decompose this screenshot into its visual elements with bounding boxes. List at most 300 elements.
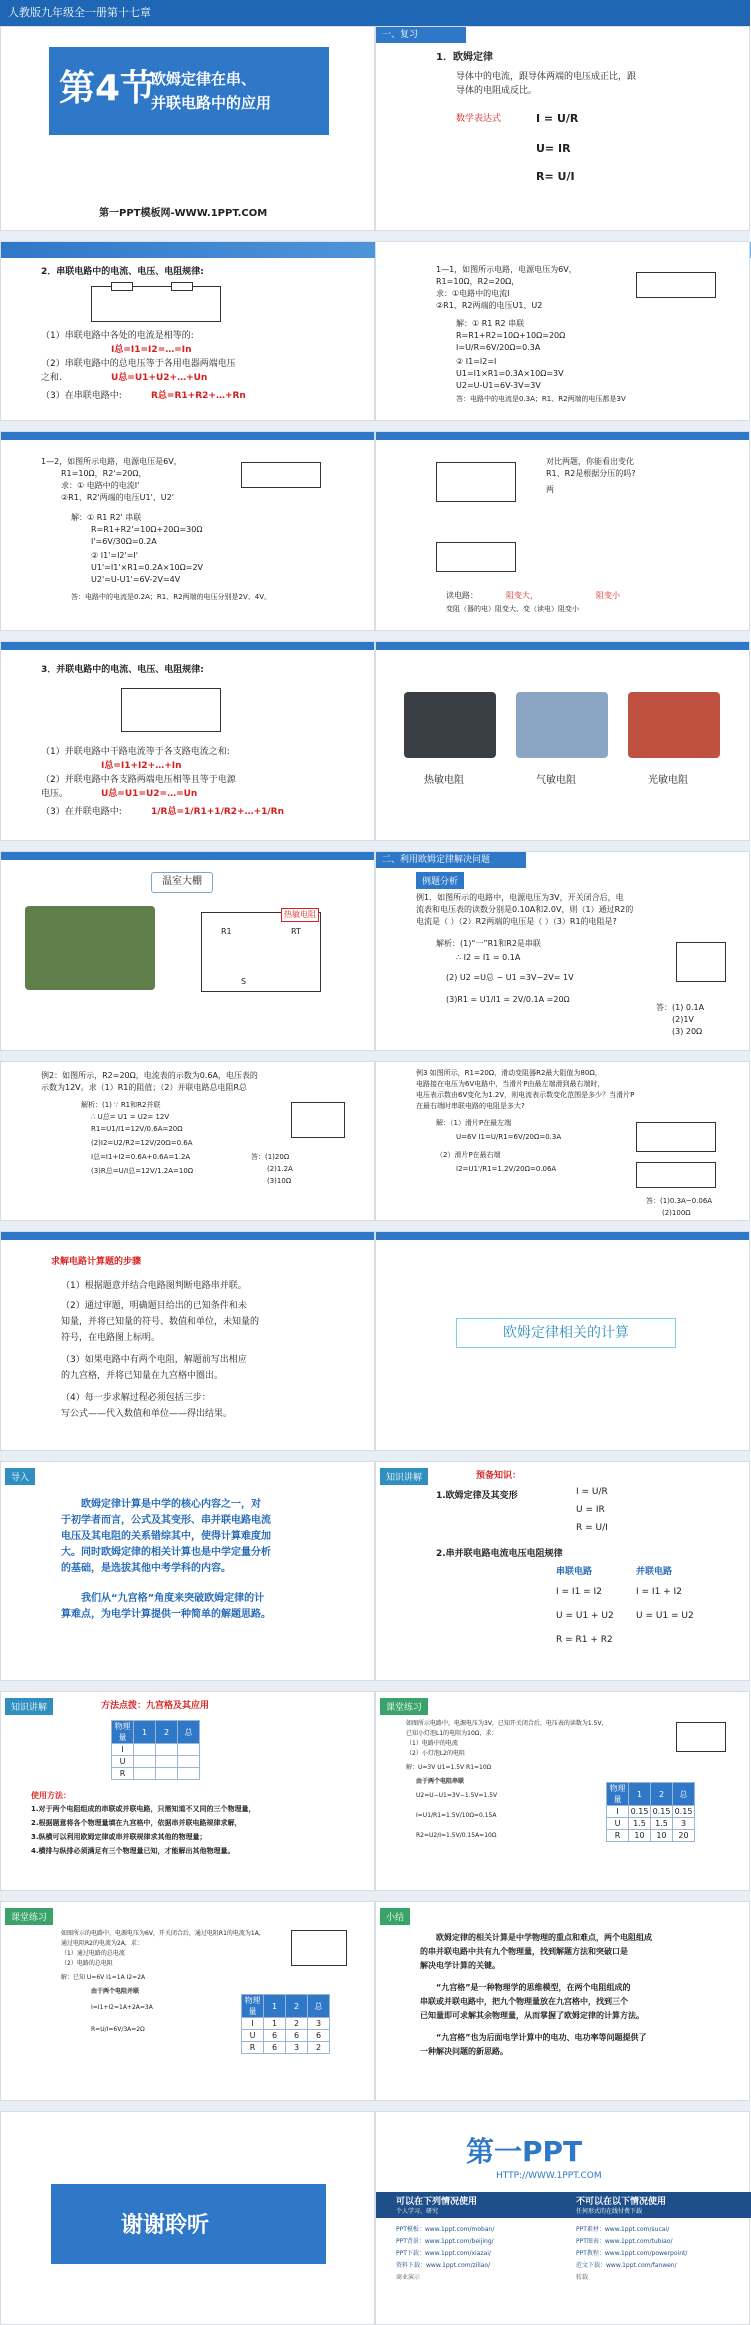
slide-example-1-2 [0, 431, 375, 631]
summary-p5: 串联或并联电路中，把九个物理量放在九宫格中，找到三个 [420, 1997, 628, 2006]
parallel-col: 并联电路 [636, 1567, 673, 1577]
table-cell: 1.5 [651, 1818, 673, 1830]
table-cell [134, 1744, 156, 1756]
gas-sensor-caption: 气敏电阻 [536, 775, 576, 786]
summary-p4: “九宫格”是一种物理学的思维模型，在两个电阻组成的 [436, 1983, 631, 1992]
ex2-a4: (2)I2=U2/R2=12V/20Ω=0.6A [91, 1139, 193, 1147]
p2-table [241, 1994, 330, 2054]
ex11-a3: I=U/R=6V/20Ω=0.3A [456, 343, 541, 352]
table-cell: I [112, 1744, 134, 1756]
slide-row-1 [0, 26, 750, 231]
table-cell: I [242, 2018, 264, 2030]
compare-v3: 阻变小 [596, 591, 620, 600]
link-7[interactable]: 资料下载：www.1ppt.com/ziliao/ [396, 2262, 491, 2269]
parallel-rule-1-formula: I总=I1+I2+…+In [101, 761, 182, 771]
summary-p7: “九宫格”也为后面电学计算中的电功、电功率等问题提供了 [436, 2033, 647, 2042]
slide-sensors [375, 641, 750, 841]
separator [0, 231, 750, 241]
p1-q4: （2）小灯泡L2的电阻 [406, 1750, 465, 1757]
compare-v1: 读电路： [446, 591, 478, 600]
knowledge-k2: 2.串并联电路电流电压电阻规律 [436, 1549, 563, 1559]
section-title: 欧姆定律相关的计算 [456, 1318, 676, 1348]
p1-q2: 已知小灯泡L1的电阻为10Ω，求： [406, 1730, 498, 1737]
p1-table [606, 1782, 695, 1842]
table-row [112, 1744, 200, 1756]
document-title-bar [0, 0, 750, 26]
slide-row-8 [0, 1461, 750, 1681]
slide-row-10 [0, 1901, 750, 2101]
separator [0, 1051, 750, 1061]
ex12-q1: 1—2，如图所示电路，电源电压是6V， [41, 457, 182, 466]
ex3-q2: 电路接在电压为6V电路中，当滑片P由最左端滑到最右端时， [416, 1080, 605, 1088]
p2-q4: （2）电路的总电阻 [61, 1960, 113, 1967]
ex1-circuit [676, 942, 726, 982]
slide-row-3 [0, 431, 750, 631]
series-rule-1: （1）串联电路中各处的电流是相等的: [41, 331, 194, 341]
ex2-circuit [291, 1102, 345, 1138]
greenhouse-photo [25, 906, 155, 990]
p1-a1: 解：U=3V U1=1.5V R1=10Ω [406, 1764, 492, 1771]
slide-practice-2 [0, 1901, 375, 2101]
practice-tag-2: 课堂练习 [5, 1908, 53, 1925]
ex1-q2: 流表和电压表的读数分别是0.10A和2.0V，则（1）通过R2的 [416, 905, 634, 914]
ex3-a3: （2）滑片P在最右端 [436, 1151, 501, 1159]
ex11-q1: 1—1，如图所示电路，电源电压为6V， [436, 265, 577, 274]
license-r2: 转载 [576, 2274, 589, 2281]
table-cell: 2 [308, 2042, 330, 2054]
intro-p2: 于初学者而言，公式及其变形、串并联电路电流 [61, 1515, 271, 1526]
table-header-cell: 总 [673, 1783, 695, 1806]
table-header-cell: 2 [156, 1721, 178, 1744]
summary-p8: 一种解决问题的新思路。 [420, 2047, 508, 2056]
ex1-q3: 电流是（ ）（2）R2两端的电压是（ ）（3）R1的电阻是? [416, 917, 617, 926]
table-cell [156, 1744, 178, 1756]
table-row [242, 2030, 330, 2042]
ex2-a2: ∴ U总= U1 = U2= 12V [91, 1113, 170, 1121]
slide-top-rule [1, 432, 374, 440]
series-item: 2．串联电路中的电流、电压、电阻规律: [41, 267, 204, 277]
table-header-row [242, 1995, 330, 2018]
license-r1: 任何形式的在线付费下载 [576, 2208, 643, 2215]
table-row [112, 1756, 200, 1768]
intro-p4: 大。同时欧姆定律的相关计算也是中学定量分析 [61, 1547, 271, 1558]
table-header-cell: 物理量 [607, 1783, 629, 1806]
slide-top-rule [376, 432, 749, 440]
series-s2: U = U1 + U2 [556, 1611, 614, 1621]
table-cell: 3 [308, 2018, 330, 2030]
slide-top-rule [376, 642, 749, 650]
slide-knowledge-2 [0, 1691, 375, 1891]
table-cell: 6 [264, 2042, 286, 2054]
ex12-a1: 解：① R1 R2' 串联 [71, 513, 142, 522]
license-l1: 个人学习、研究 [396, 2208, 439, 2215]
usage-l1: 1.对于两个电阻组成的串联或并联电路，只需知道不又同的三个物理量， [31, 1805, 256, 1813]
compare-t2: R1、R2是根据分压的吗? [546, 469, 636, 478]
table-cell [134, 1756, 156, 1768]
ex2-a6: (3)R总=U/I总=12V/1.2A=10Ω [91, 1167, 194, 1175]
slide-row-7 [0, 1231, 750, 1451]
ex1-a3: (2) U2 =U总 − U1 =3V−2V= 1V [446, 973, 574, 982]
table-cell: 0.15 [673, 1806, 695, 1818]
band-spacer [376, 242, 749, 258]
parallel-rule-1: （1）并联电路中干路电流等于各支路电流之和: [41, 747, 230, 757]
slide-top-rule [1, 642, 374, 650]
p2-f2: R=U/I=6V/3A=2Ω [91, 2026, 145, 2033]
slide-section-title [375, 1231, 750, 1451]
table-row [607, 1806, 695, 1818]
step-4: （4）每一步求解过程必须包括三步： [61, 1393, 211, 1403]
p1-f3: R2=U2/I=1.5V/0.15A=10Ω [416, 1832, 497, 1839]
compare-t3: 两 [546, 485, 554, 494]
resistor-r2 [171, 282, 193, 291]
compare-circuit-2 [436, 542, 516, 572]
slide-top-rule [376, 1232, 749, 1240]
review-item: 1．欧姆定律 [436, 52, 493, 63]
brand-url: HTTP://WWW.1PPT.COM [496, 2171, 602, 2181]
greenhouse-title: 温室大棚 [151, 872, 213, 893]
review-desc-2: 导体的电阻成反比。 [456, 86, 538, 96]
p1-q3: （1）电路中的电流 [406, 1740, 458, 1747]
slide-parallel-rules [0, 641, 375, 841]
ex2-ans1: 答：(1)20Ω [251, 1153, 290, 1161]
parallel-p2: U = U1 = U2 [636, 1611, 694, 1621]
slide-license [375, 2111, 750, 2325]
series-s3: R = R1 + R2 [556, 1635, 613, 1645]
slide-row-11 [0, 2111, 750, 2325]
link-8[interactable]: 范文下载：www.1ppt.com/fanwen/ [576, 2262, 677, 2269]
intro-p7: 算难点，为电学计算提供一种简单的解题思路。 [61, 1609, 271, 1620]
knowledge-k1: 1.欧姆定律及其变形 [436, 1491, 518, 1501]
slide-review [375, 26, 750, 231]
parallel-rule-2b: 电压。 [41, 789, 69, 799]
ex1-ans2: (2)1V [672, 1015, 694, 1024]
ex12-q3: 求：① 电路中的电流I' [61, 481, 140, 490]
cover-title-line2: 并联电路中的应用 [151, 94, 272, 112]
slide-row-9 [0, 1691, 750, 1891]
ex3-circuit-2 [636, 1162, 716, 1188]
p2-circuit [291, 1930, 347, 1966]
table-cell: 6 [286, 2030, 308, 2042]
ex11-a2: R=R1+R2=10Ω+10Ω=20Ω [456, 331, 566, 340]
table-header-row [607, 1783, 695, 1806]
table-cell: 6 [308, 2030, 330, 2042]
table-cell: 2 [286, 2018, 308, 2030]
table-cell [178, 1768, 200, 1780]
ex12-a4: ② I1'=I2'=I' [91, 551, 138, 560]
series-rule-2a: （2）串联电路中的总电压等于各用电器两端电压 [41, 359, 236, 369]
ex11-q4: ②R1、R2两端的电压U1、U2 [436, 301, 543, 310]
table-cell: 6 [264, 2030, 286, 2042]
ex2-a1: 解析：(1) ∵ R1和R2并联 [81, 1101, 161, 1109]
table-header-cell: 1 [629, 1783, 651, 1806]
table-header-cell: 物理量 [112, 1721, 134, 1744]
thanks-title: 谢谢聆听 [121, 2213, 210, 2238]
switch-label: S [241, 977, 247, 986]
slide-row-5 [0, 851, 750, 1051]
thermistor-photo [404, 692, 496, 758]
ex11-a6: U2=U-U1=6V-3V=3V [456, 381, 541, 390]
ex11-a4: ② I1=I2=I [456, 357, 497, 366]
slide-summary [375, 1901, 750, 2101]
series-rule-2b: 之和. [41, 373, 62, 383]
separator [0, 841, 750, 851]
license-left-title: 可以在下列情况使用 [396, 2197, 478, 2207]
p2-q3: （1）通过电路的总电流 [61, 1950, 125, 1957]
table-cell: 0.15 [629, 1806, 651, 1818]
rt-label: RT [291, 927, 301, 936]
table-cell: 20 [673, 1830, 695, 1842]
link-5[interactable]: PPT下载：www.1ppt.com/xiazai/ [396, 2250, 491, 2257]
slide-steps [0, 1231, 375, 1451]
table-cell: I [607, 1806, 629, 1818]
ex12-a7: 答：电路中的电流是0.2A；R1、R2两端的电压分别是2V、4V。 [71, 593, 272, 601]
k1-f1: I = U/R [576, 1487, 608, 1497]
ex2-q2: 示数为12V。求（1）R1的阻值；（2）并联电路总电阻R总 [41, 1083, 248, 1092]
ex12-q2: R1=10Ω，R2'=20Ω， [61, 469, 147, 478]
summary-p1: 欧姆定律的相关计算是中学物理的重点和难点，两个电阻组成 [436, 1933, 652, 1942]
separator [0, 1891, 750, 1901]
ex12-a3: I'=6V/30Ω=0.2A [91, 537, 157, 546]
ex11-q2: R1=10Ω，R2=20Ω， [436, 277, 520, 286]
ex3-a1: 解：（1）滑片P在最左端 [436, 1119, 512, 1127]
slide-cover [0, 26, 375, 231]
ex2-a5: I总=I1+I2=0.6A+0.6A=1.2A [91, 1153, 191, 1161]
table-row [607, 1818, 695, 1830]
thermistor-label: 热敏电阻 [281, 908, 319, 922]
step-2c: 符号，在电路图上标明。 [61, 1333, 161, 1343]
parallel-item: 3．并联电路中的电流、电压、电阻规律: [41, 665, 204, 675]
intro-tag: 导入 [5, 1468, 35, 1485]
ex11-a5: U1=I1×R1=0.3A×10Ω=3V [456, 369, 564, 378]
table-cell: 3 [286, 2042, 308, 2054]
step-3: （3）如果电路中有两个电阻，解题前写出相应 [61, 1355, 247, 1365]
table-row [242, 2018, 330, 2030]
parallel-rule-3-formula: 1/R总=1/R1+1/R2+…+1/Rn [151, 807, 285, 817]
link-6[interactable]: PPT教程：www.1ppt.com/powerpoint/ [576, 2250, 688, 2257]
summary-p3: 解决电学计算的关键。 [420, 1961, 500, 1970]
ex1-a1: 解析：(1)“一”R1和R2是串联 [436, 939, 541, 948]
slide-example-1-1 [375, 241, 750, 421]
series-rule-3: （3）在串联电路中: [41, 391, 122, 401]
link-4[interactable]: PPT图表：www.1ppt.com/tubiao/ [576, 2238, 673, 2245]
gas-sensor-photo [516, 692, 608, 758]
table-cell [134, 1768, 156, 1780]
step-3b: 的九宫格，并将已知量在九宫格中圈出。 [61, 1371, 224, 1381]
step-4b: 写公式——代入数值和单位——得出结果。 [61, 1409, 233, 1419]
step-2: （2）通过审题，明确题目给出的已知条件和未 [61, 1301, 247, 1311]
review-header: 一、复习 [376, 27, 466, 43]
photoresistor-photo [628, 692, 720, 758]
slide-series-rules [0, 241, 375, 421]
nine-grid-table [111, 1720, 200, 1780]
k1-f3: R = U/I [576, 1523, 608, 1533]
photoresistor-caption: 光敏电阻 [648, 775, 688, 786]
parallel-rule-2-formula: U总=U1=U2=…=Un [101, 789, 198, 799]
ex3-ans: 答：(1)0.3A~0.06A [646, 1197, 713, 1205]
p2-hint: 由于两个电阻并联 [91, 1988, 140, 1995]
usage-sub: 使用方法： [31, 1791, 71, 1800]
knowledge-tag: 知识讲解 [380, 1468, 428, 1485]
slide-example-3 [375, 1061, 750, 1221]
ex3-q4: 在最右端时串联电路的电阻是多大? [416, 1102, 525, 1110]
table-cell: R [242, 2042, 264, 2054]
thermistor-caption: 热敏电阻 [424, 775, 464, 786]
table-cell [156, 1768, 178, 1780]
table-header-cell: 总 [308, 1995, 330, 2018]
compare-v2: 阻变大， [506, 591, 538, 600]
formula-3: R= U/I [536, 170, 575, 183]
table-cell: 1.5 [629, 1818, 651, 1830]
ex3-a2: U=6V I1=U/R1=6V/20Ω=0.3A [456, 1133, 562, 1141]
separator [0, 1221, 750, 1231]
table-cell: 10 [629, 1830, 651, 1842]
p2-f1: I=I1+I2=1A+2A=3A [91, 2004, 153, 2011]
document-title: 人教版九年级全一册第十七章 [8, 6, 151, 19]
table-cell [178, 1756, 200, 1768]
table-row [112, 1768, 200, 1780]
slide-knowledge-1 [375, 1461, 750, 1681]
ex11-a1: 解：① R1 R2 串联 [456, 319, 525, 328]
knowledge-sub: 预备知识： [476, 1471, 522, 1481]
table-cell [178, 1744, 200, 1756]
table-header-cell: 2 [286, 1995, 308, 2018]
p2-a1: 解：已知 U=6V I1=1A I2=2A [61, 1974, 146, 1981]
p1-f2: I=U1/R1=1.5V/10Ω=0.15A [416, 1812, 497, 1819]
ex3-ans2: (2)100Ω [662, 1209, 691, 1217]
series-rule-3-formula: R总=R1+R2+…+Rn [151, 391, 246, 401]
formula-2: U= IR [536, 142, 571, 155]
license-right-title: 不可以在以下情况使用 [576, 2197, 667, 2207]
intro-p3: 电压及其电阻的关系错综其中，使得计算难度加 [61, 1531, 271, 1542]
link-2[interactable]: PPT素材：www.1ppt.com/sucai/ [576, 2226, 670, 2233]
parallel-rule-3: （3）在并联电路中: [41, 807, 122, 817]
p1-q1: 如图所示电路中，电源电压为3V，已知开关闭合后，电压表的读数为1.5V， [406, 1720, 608, 1727]
summary-p2: 的串并联电路中共有九个物理量，找到解题方法和突破口是 [420, 1947, 628, 1956]
slide-example-2 [0, 1061, 375, 1221]
example-tag: 例题分析 [416, 872, 464, 889]
k1-f2: U = IR [576, 1505, 605, 1515]
separator [0, 1681, 750, 1691]
parallel-p1: I = I1 + I2 [636, 1587, 682, 1597]
ex3-q1: 例3 如图所示，R1=20Ω，滑动变阻器R2最大阻值为80Ω， [416, 1069, 602, 1077]
series-rule-2-formula: U总=U1+U2+…+Un [111, 373, 208, 383]
brand-logo: 第一PPT [466, 2135, 583, 2168]
method-title: 方法点拨：九宫格及其应用 [101, 1701, 210, 1711]
compare-v4: 变阻（器的电）阻变大、变（读电）阻变小 [446, 605, 579, 613]
table-cell: R [607, 1830, 629, 1842]
slide-greenhouse [0, 851, 375, 1051]
parallel-circuit [121, 688, 221, 732]
review-desc-1: 导体中的电流，跟导体两端的电压成正比，跟 [456, 72, 637, 82]
series-s1: I = I1 = I2 [556, 1587, 602, 1597]
p2-q2: 通过电阻R2的电流为2A，求： [61, 1940, 143, 1947]
separator [0, 421, 750, 431]
summary-p6: 已知量即可求解其余物理量，从而掌握了欧姆定律的计算方法。 [420, 2011, 644, 2020]
table-header-cell: 1 [264, 1995, 286, 2018]
separator [0, 631, 750, 641]
ex3-q3: 电压表示数由6V变化为1.2V，则电流表示数变化范围是多少？当滑片P [416, 1091, 635, 1099]
practice-tag: 课堂练习 [380, 1698, 428, 1715]
link-3[interactable]: PPT背景：www.1ppt.com/beijing/ [396, 2238, 494, 2245]
ex12-circuit [241, 462, 321, 488]
slide-row-6 [0, 1061, 750, 1221]
series-col: 串联电路 [556, 1567, 593, 1577]
slide-practice-1 [375, 1691, 750, 1891]
ex3-a4: I2=U1'/R1=1.2V/20Ω=0.06A [456, 1165, 557, 1173]
p1-hint: 由于两个电阻串联 [416, 1778, 465, 1785]
slide-top-rule [1, 1232, 374, 1240]
slide-row-4 [0, 641, 750, 841]
table-cell: 0.15 [651, 1806, 673, 1818]
table-cell: U [242, 2030, 264, 2042]
ex3-circuit-1 [636, 1122, 716, 1152]
ex12-a2: R=R1+R2'=10Ω+20Ω=30Ω [91, 525, 203, 534]
chapter-number: 第4节 [59, 68, 157, 109]
steps-title: 求解电路计算题的步骤 [51, 1257, 142, 1267]
compare-circuit-1 [436, 462, 516, 502]
ex2-q1: 例2：如图所示，R2=20Ω，电流表的示数为0.6A，电压表的 [41, 1071, 258, 1080]
intro-p1: 欧姆定律计算是中学的核心内容之一，对 [81, 1499, 261, 1510]
ex2-ans2: (2)1.2A [267, 1165, 293, 1173]
ex12-a5: U1'=I1'×R1=0.2A×10Ω=2V [91, 563, 204, 572]
greenhouse-circuit [201, 912, 321, 992]
p1-circuit [676, 1722, 726, 1752]
table-header-cell: 2 [651, 1783, 673, 1806]
table-header-cell: 1 [134, 1721, 156, 1744]
table-cell: 1 [264, 2018, 286, 2030]
step-1: （1）根据题意并结合电路图判断电路串并联。 [61, 1281, 247, 1291]
table-row [607, 1830, 695, 1842]
slide-intro [0, 1461, 375, 1681]
slide-compare [375, 431, 750, 631]
usage-l2: 2.根据题意将各个物理量填在九宫格中，依据串并联电路规律求解， [31, 1819, 242, 1827]
ex12-a6: U2'=U-U1'=6V-2V=4V [91, 575, 181, 584]
table-header-cell: 物理量 [242, 1995, 264, 2018]
formula-label: 数学表达式 [456, 114, 502, 124]
formula-1: I = U/R [536, 112, 579, 125]
usage-l4: 4.横排与纵排必须满足有三个物理量已知，才能解出其他物理量。 [31, 1847, 235, 1855]
usage-l3: 3.纵横可以利用欧姆定律或串并联规律求其他的物理量； [31, 1833, 207, 1841]
series-rule-1-formula: I总=I1=I2=…=In [111, 345, 192, 355]
knowledge-tag-2: 知识讲解 [5, 1698, 53, 1715]
parallel-rule-2a: （2）并联电路中各支路两端电压相等且等于电源 [41, 775, 236, 785]
ex1-a4: (3)R1 = U1/I1 = 2V/0.1A =20Ω [446, 995, 570, 1004]
slide-example-1 [375, 851, 750, 1051]
table-cell: U [112, 1756, 134, 1768]
series-circuit [91, 286, 221, 322]
table-cell: U [607, 1818, 629, 1830]
ex1-ans3: (3) 20Ω [672, 1027, 703, 1036]
intro-p5: 的基础，是选拔其他中考学科的内容。 [61, 1563, 231, 1574]
table-header-cell: 总 [178, 1721, 200, 1744]
ex12-q4: ②R1、R2'两端的电压U1'、U2' [61, 493, 174, 502]
solve-header: 二、利用欧姆定律解决问题 [376, 852, 526, 868]
table-header-row [112, 1721, 200, 1744]
separator [0, 2101, 750, 2111]
link-1[interactable]: PPT模板：www.1ppt.com/moban/ [396, 2226, 495, 2233]
p2-q1: 如图所示的电路中，电源电压为6V，开关闭合后，通过电阻R1的电流为1A, [61, 1930, 261, 1937]
ex2-ans3: (3)10Ω [267, 1177, 292, 1185]
table-cell: R [112, 1768, 134, 1780]
resistor-r1 [111, 282, 133, 291]
table-cell: 3 [673, 1818, 695, 1830]
table-cell: 10 [651, 1830, 673, 1842]
ex1-ans: 答：(1) 0.1A [656, 1003, 705, 1012]
summary-tag: 小结 [380, 1908, 410, 1925]
table-row [242, 2042, 330, 2054]
slide-row-2 [0, 241, 750, 421]
ex11-a7: 答：电路中的电流是0.3A；R1、R2两端的电压都是3V [456, 395, 626, 403]
